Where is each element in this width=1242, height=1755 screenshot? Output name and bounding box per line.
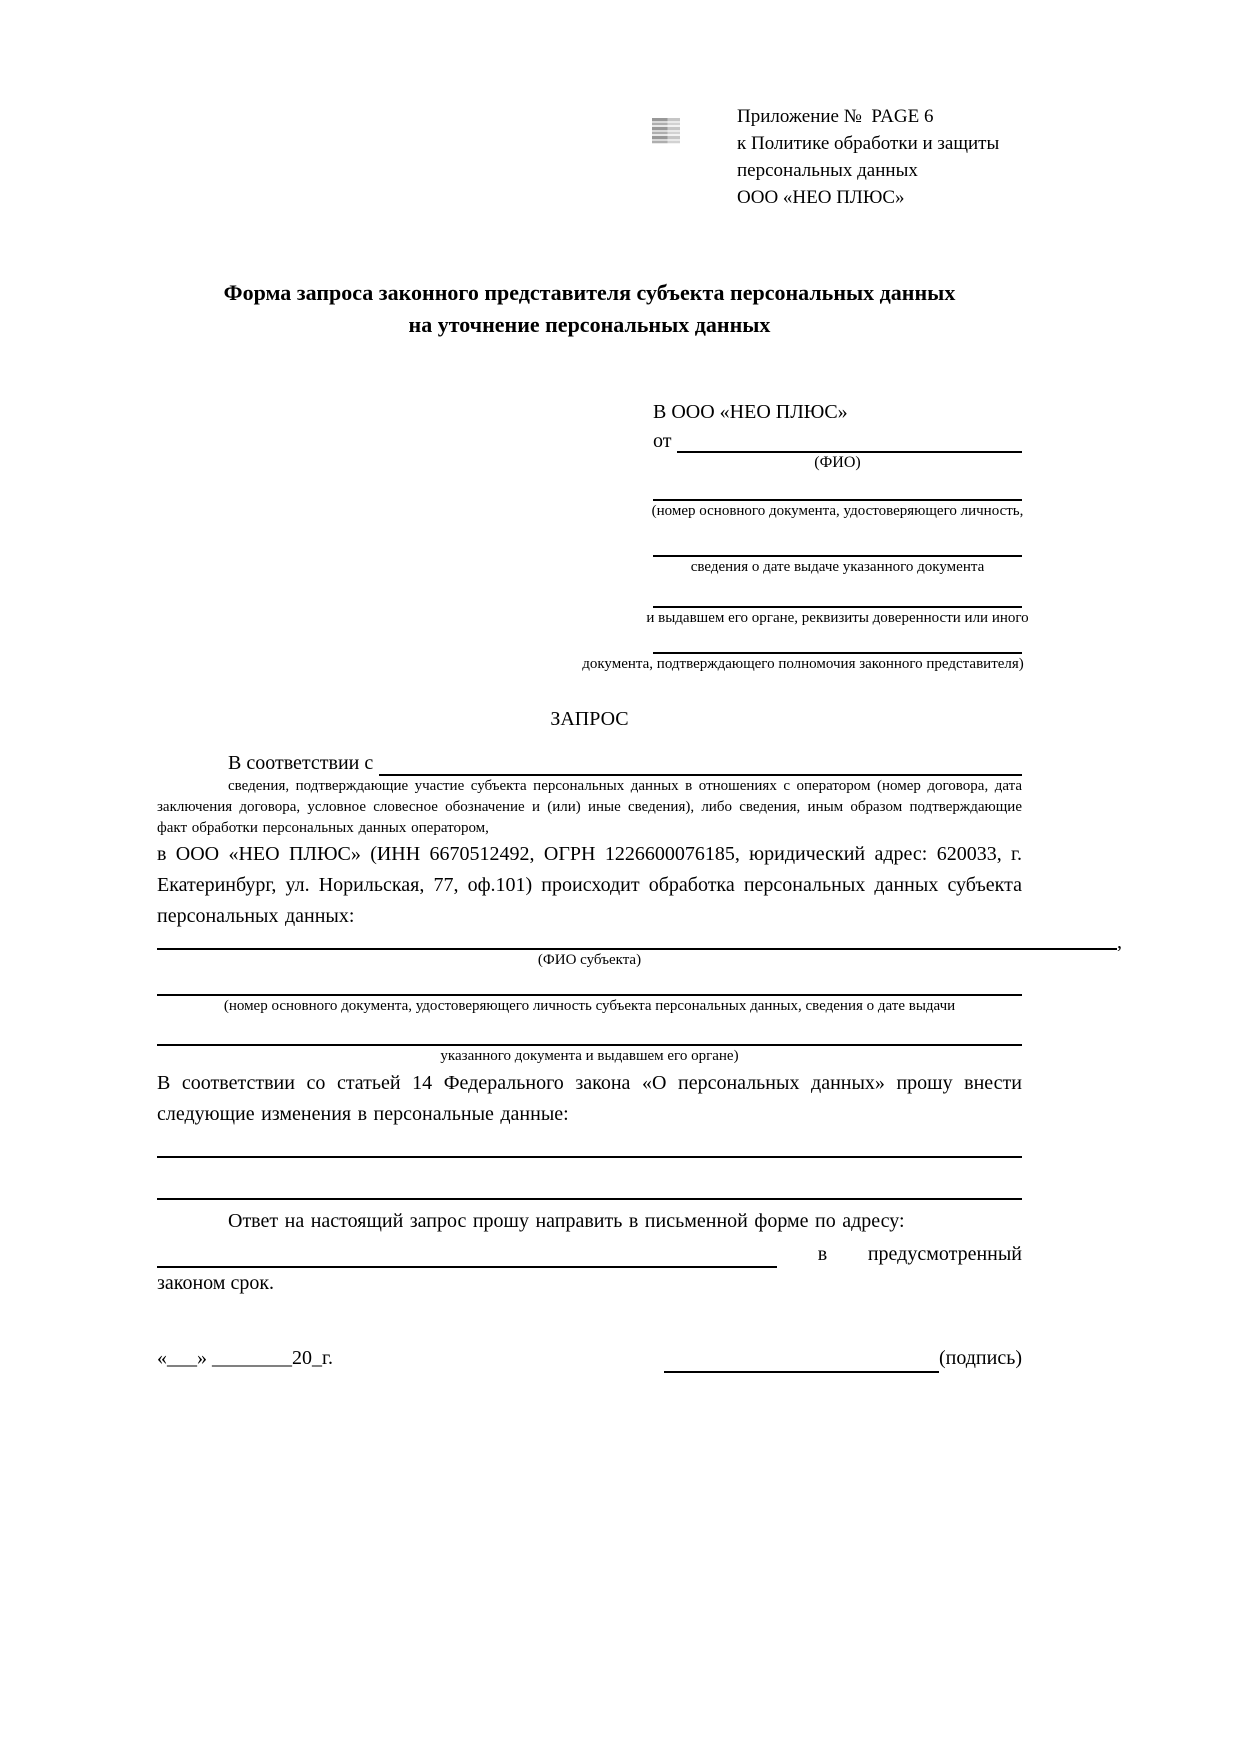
document-header [157,0,1022,211]
signature-caption: (подпись) [938,1347,1022,1369]
doc-field-caption: (номер основного документа, удостоверяющего личность субъекта персональных данных, сведения о дате выдачи [223,998,956,1014]
response-mid-word: в [817,1243,828,1265]
attachment-header-line: персональных данных [737,160,918,181]
blank-field-line [653,577,1022,608]
subject-doc-field [157,970,1022,996]
response-address-field [157,1237,1022,1268]
closing-text: законом срок. [157,1272,275,1294]
signature-row [157,1343,1022,1373]
form-title [157,277,1022,341]
changes-field-line [157,1130,1022,1158]
operator-paragraph: в ООО «НЕО ПЛЮС» (ИНН 6670512492, ОГРН 1226600076185, юридический адрес: 620033, г. Екатеринбург, ул. Норильская, 77, оф.101) происходит обработка персональных данных субъекта персональных данных: [157,843,1022,927]
subject-line-comma: , [1117,931,1122,953]
signature-field [664,1343,1022,1373]
law-paragraph: В соответствии со статьей 14 Федерального закона «О персональных данных» прошу внести следующие изменения в персональные данные: [157,1072,1022,1125]
subject-doc-field [157,1016,1022,1046]
blurred-stamp-icon [652,118,680,144]
blank-field-line [653,473,1022,501]
request-heading: ЗАПРОС [550,708,629,730]
field-caption: (номер основного документа, удостоверяющего личность, [651,503,1024,519]
doc-field-caption: указанного документа и выдавшем его органе) [440,1048,739,1064]
blank-field-line [653,521,1022,557]
response-address-line [157,1237,777,1268]
attachment-header-line: к Политике обработки и защиты [737,133,1000,154]
response-right-word: предусмотренный [867,1243,1022,1265]
changes-field-line [157,1158,1022,1200]
response-paragraph: Ответ на настоящий запрос прошу направить в письменной форме по адресу: [228,1210,905,1232]
intro-field [157,746,1022,776]
subject-fio-caption: (ФИО субъекта) [537,952,642,968]
signature-line [664,1347,939,1373]
intro-label: В соответствии с [228,752,374,774]
form-title-line2: на уточнение персональных данных [408,312,771,337]
fine-print-note: сведения, подтверждающие участие субъекта персональных данных в отношениях с оператором (номер договора, дата заключения договора, условное словесное обозначение и (или) иные сведения), либо сведения, иным образом подтверждающие факт обработки персональных данных оператором, [157,778,1022,836]
form-title-line1: Форма запроса законного представителя субъекта персональных данных [223,280,956,305]
field-caption: и выдавшем его органе, реквизиты доверенности или иного [646,610,1029,626]
fio-caption: (ФИО) [814,454,861,471]
addressee-org: В ООО «НЕО ПЛЮС» [653,401,848,423]
addressee-block [582,397,1029,674]
field-caption: документа, подтверждающего полномочия законного представителя) [582,656,1024,672]
from-field [653,427,1022,453]
date-field: «___» ________20_г. [157,1347,333,1369]
attachment-header-line: ООО «НЕО ПЛЮС» [737,187,905,208]
field-caption: сведения о дате выдаче указанного документа [690,559,985,575]
from-label: от [653,430,672,452]
attachment-header-line: Приложение № PAGE 6 [737,106,934,127]
blank-field-line [653,628,1022,654]
subject-fio-field [157,931,1122,953]
attachment-header [737,103,999,211]
